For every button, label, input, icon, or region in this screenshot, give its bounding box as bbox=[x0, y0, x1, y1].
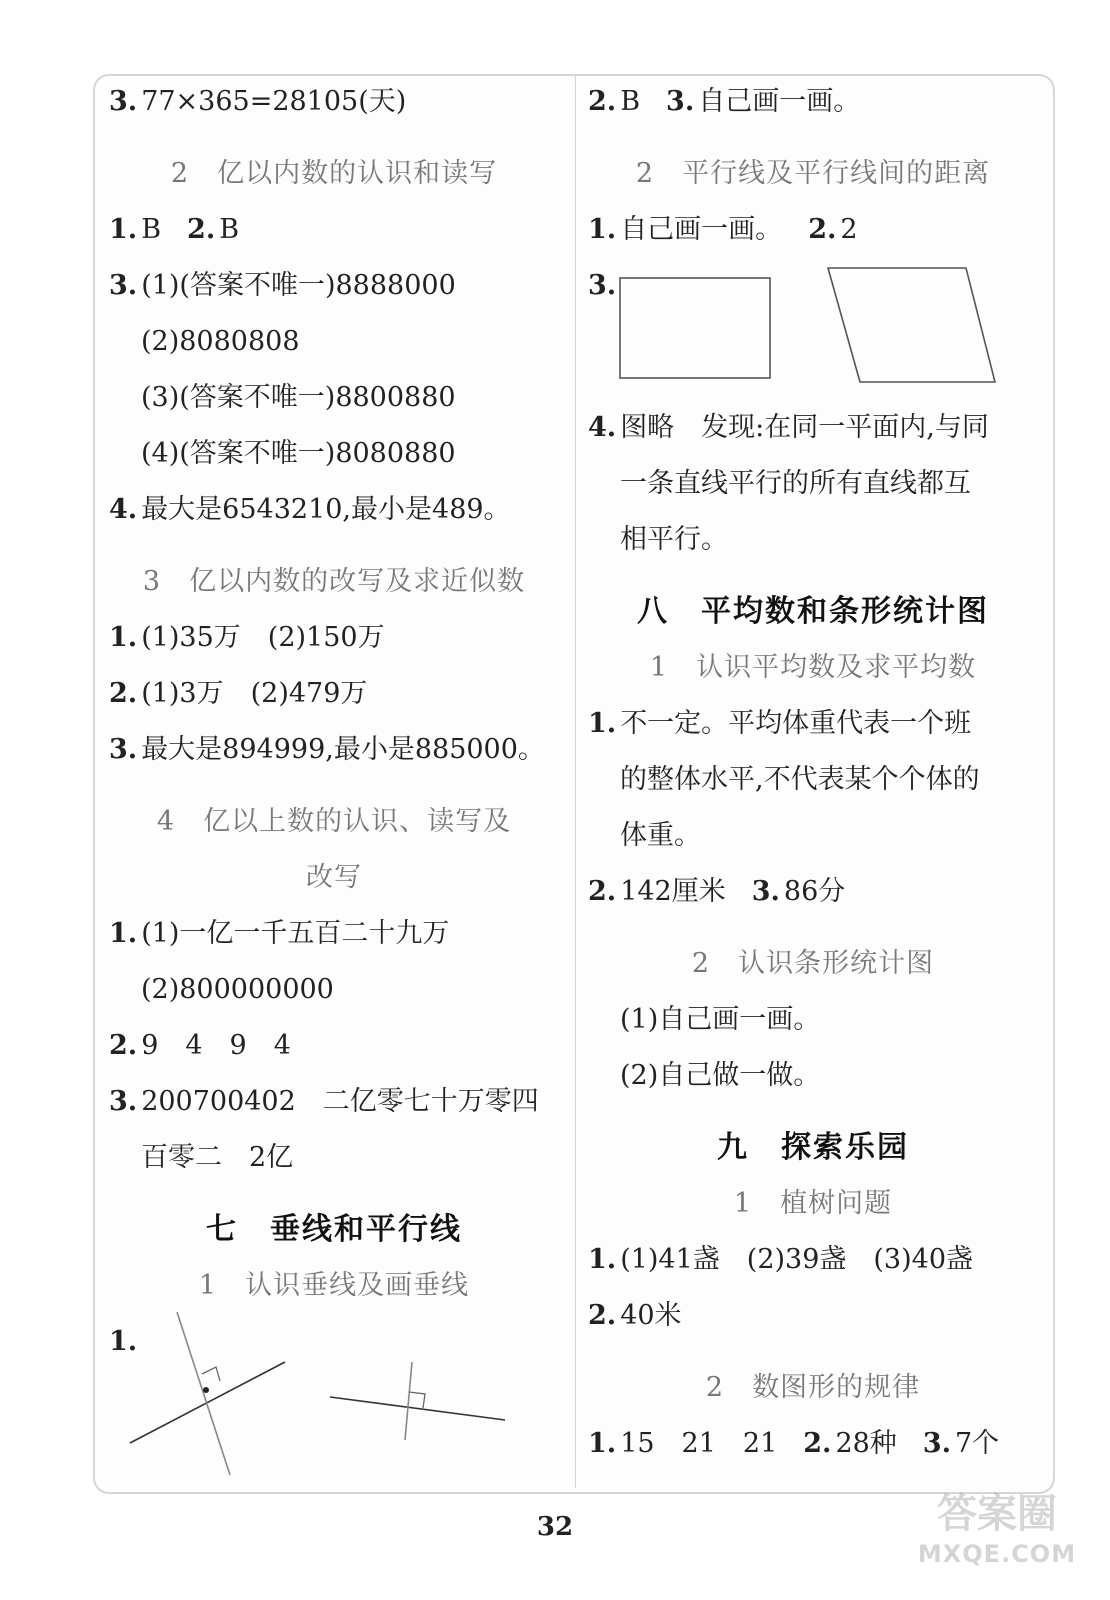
section-title-continued: 改写 bbox=[306, 862, 362, 893]
answer-line: 1. (1)35万 (2)150万 bbox=[109, 622, 385, 653]
answer-line: 1. 15 21 21 2. 28种 3. 7个 bbox=[588, 1428, 1000, 1459]
answer-line: 3. 200700402 二亿零七十万零四 bbox=[109, 1086, 539, 1117]
answer-line: 一条直线平行的所有直线都互 bbox=[620, 468, 971, 499]
parallelogram-figure bbox=[828, 268, 995, 382]
answer-line: 2. 40米 bbox=[588, 1300, 682, 1331]
answer-line: 4. 最大是6543210,最小是489。 bbox=[109, 494, 511, 525]
answer-line: (2)自己做一做。 bbox=[620, 1060, 821, 1091]
watermark-bottom: MXQE.COM bbox=[917, 1540, 1077, 1568]
answer-line: 1. B 2. B bbox=[109, 214, 240, 245]
section-title: 3 亿以内数的改写及求近似数 bbox=[142, 566, 526, 597]
perpendicular-figures bbox=[120, 1300, 540, 1480]
section-title: 4 亿以上数的认识、读写及 bbox=[156, 806, 512, 837]
answer-line: 2. 9 4 9 4 bbox=[109, 1030, 291, 1061]
answer-line: (2)800000000 bbox=[141, 974, 334, 1005]
rectangle-figure bbox=[620, 278, 770, 378]
answer-line: 2. 142厘米 3. 86分 bbox=[588, 876, 846, 907]
answer-line: 3. 最大是894999,最小是885000。 bbox=[109, 734, 545, 765]
section-title: 2 亿以内数的认识和读写 bbox=[170, 158, 498, 189]
answer-line: 百零二 2亿 bbox=[141, 1142, 294, 1173]
chapter-title: 七 垂线和平行线 bbox=[206, 1212, 462, 1247]
answer-line: 1. (1)一亿一千五百二十九万 bbox=[109, 918, 450, 949]
watermark-top: 答案圈 bbox=[937, 1491, 1057, 1537]
left-column bbox=[109, 74, 559, 1370]
answer-line: (4)(答案不唯一)8080880 bbox=[141, 438, 456, 469]
answer-line: 1. 自己画一画。 2. 2 bbox=[588, 214, 858, 245]
answer-line: 3. bbox=[588, 270, 617, 301]
answer-line: (3)(答案不唯一)8800880 bbox=[141, 382, 456, 413]
answer-line: (2)8080808 bbox=[141, 326, 300, 357]
answer-line: 3. 77×365=28105(天) bbox=[109, 86, 407, 117]
column-divider bbox=[575, 76, 576, 1488]
section-title: 2 数图形的规律 bbox=[705, 1372, 921, 1403]
answer-line: 1. (1)41盏 (2)39盏 (3)40盏 bbox=[588, 1244, 973, 1275]
perpendicular-figure-2 bbox=[330, 1362, 505, 1440]
answer-line: 1. bbox=[109, 1326, 138, 1357]
answer-line: 2. B 3. 自己画一画。 bbox=[588, 86, 861, 117]
perpendicular-figure-1 bbox=[130, 1312, 285, 1475]
chapter-title: 八 平均数和条形统计图 bbox=[637, 594, 989, 629]
answer-line: 相平行。 bbox=[620, 524, 728, 555]
answer-line: 2. (1)3万 (2)479万 bbox=[109, 678, 368, 709]
section-title: 2 认识条形统计图 bbox=[691, 948, 935, 979]
answer-line: 体重。 bbox=[620, 820, 701, 851]
watermark-logo bbox=[912, 1488, 1082, 1578]
chapter-title: 九 探索乐园 bbox=[717, 1130, 909, 1165]
section-title: 1 植树问题 bbox=[733, 1188, 893, 1219]
answer-line: 1. 不一定。平均体重代表一个班 bbox=[588, 708, 972, 739]
section-title: 2 平行线及平行线间的距离 bbox=[635, 158, 991, 189]
answer-line: 的整体水平,不代表某个个体的 bbox=[620, 764, 980, 795]
answer-line: 3. (1)(答案不唯一)8888000 bbox=[109, 270, 456, 301]
parallel-figures bbox=[610, 266, 1010, 391]
section-title: 1 认识垂线及画垂线 bbox=[198, 1270, 470, 1301]
page-number: 32 bbox=[536, 1512, 574, 1542]
answer-line: 4. 图略 发现:在同一平面内,与同 bbox=[588, 412, 989, 443]
section-title: 1 认识平均数及求平均数 bbox=[649, 652, 977, 683]
answer-line: (1)自己画一画。 bbox=[620, 1004, 821, 1035]
